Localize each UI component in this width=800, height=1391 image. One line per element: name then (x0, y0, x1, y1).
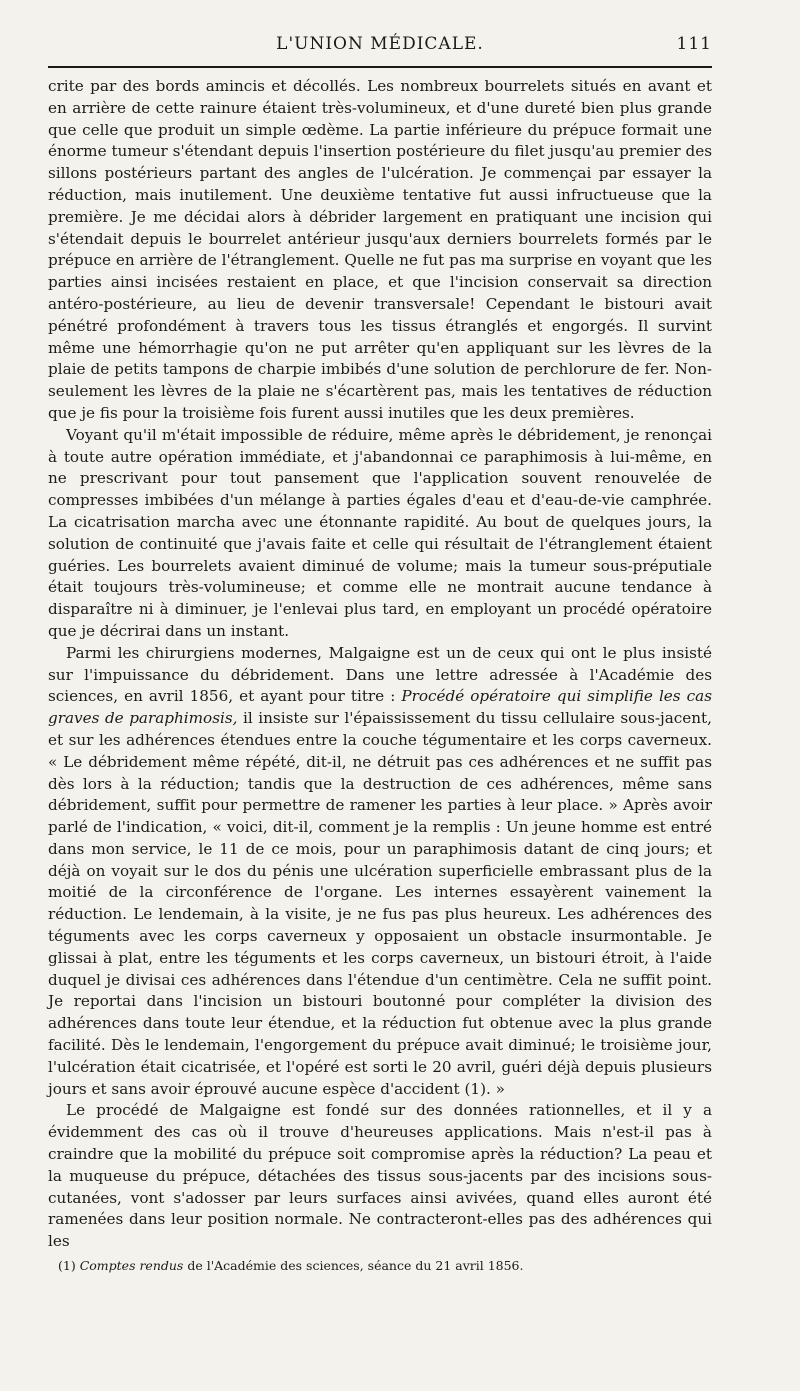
running-header (48, 30, 712, 60)
cited-title: Procédé opératoire qui simplifie les cas graves de paraphimosis, (48, 687, 712, 728)
footnote-marker: (1) (58, 1258, 76, 1274)
footnote (48, 1257, 712, 1274)
paragraph-3-before: Parmi les chirurgiens modernes, Malgaigne est un de ceux qui ont le plus insisté sur l'impuissance du débridement. Dans une lettre adressée à l'Académie des sciences, en avril 1856, et ayant pour titre : (48, 643, 712, 706)
page-number: 111 (676, 34, 712, 54)
paragraph-2: Voyant qu'il m'était impossible de réduire, même après le débridement, je renonçai à toute autre opération immédiate, et j'abandonnai ce paraphimosis à lui-même, en ne prescrivant pour tout pansement que l'application souvent renouvelée de compresses imbibées d'un mélange à parties égales d'eau et d'eau-de-vie camphrée. La cicatrisation marcha avec une étonnante rapidité. Au bout de quelques jours, la solution de continuité que j'avais faite et celle qui résultait de l'étranglement étaient guéries. Les bourrelets avaient diminué de volume; mais la tumeur sous-préputiale était toujours très-volumineuse; et comme elle ne montrait aucune tendance à disparaître ni à diminuer, je l'enlevai plus tard, en employant un procédé opératoire que je décrirai dans un instant. (48, 425, 712, 640)
footnote-source: Comptes rendus (79, 1258, 184, 1274)
paragraph-1: crite par des bords amincis et décollés. Les nombreux bourrelets situés en avant et en arrière de cette rainure étaient très-volumineux, et d'une dureté bien plus grande que celle que produit un simple œdème. La partie inférieure du prépuce formait une énorme tumeur s'étendant depuis l'insertion postérieure du filet jusqu'au premier des sillons postérieurs partant des angles de l'ulcération. Je commençai par essayer la réduction, mais inutilement. Une deuxième tentative fut aussi infructueuse que la première. Je me décidai alors à débrider largement en pratiquant une incision qui s'étendait depuis le bourrelet antérieur jusqu'aux derniers bourrelets formés par le prépuce en arrière de l'étranglement. Quelle ne fut pas ma surprise en voyant que les parties ainsi incisées restaient en place, et que l'incision conservait sa direction antéro-postérieure, au lieu de devenir transversale! Cependant le bistouri avait pénétré profondément à travers tous les tissus étranglés et engorgés. Il survint même une hémorrhagie qu'on ne put arrêter qu'en appliquant sur les lèvres de la plaie de petits tampons de charpie imbibés d'une solution de perchlorure de fer. Non-seulement les lèvres de la plaie ne s'écartèrent pas, mais les tentatives de réduction que je fis pour la troisième fois furent aussi inutiles que les deux premières. (48, 77, 712, 422)
body-text (48, 76, 712, 1253)
document-page (48, 30, 712, 1274)
paragraph-4: Le procédé de Malgaigne est fondé sur des données rationnelles, et il y a évidemment des cas où il trouve d'heureuses applications. Mais n'est-il pas à craindre que la mobilité du prépuce soit compromise après la réduction? La peau et la muqueuse du prépuce, détachées des tissus sous-jacents par des incisions sous-cutanées, vont s'adosser par leurs surfaces ainsi avivées, quand elles auront été ramenées dans leur position normale. Ne contracteront-elles pas des adhérences qui les (48, 1101, 712, 1251)
footnote-text: de l'Académie des sciences, séance du 21 avril 1856. (183, 1258, 524, 1274)
header-rule (48, 66, 712, 68)
paragraph-3-after: il insiste sur l'épaississement du tissu cellulaire sous-jacent, et sur les adhérences étendues entre la couche tégumentaire et les corps caverneux. « Le débridement même répété, dit-il, ne détruit pas ces adhérences et ne suffit pas dès lors à la réduction; tandis que la destruction de ces adhérences, même sans débridement, suffit pour permettre de ramener les parties à leur place. » Après avoir parlé de l'indication, « voici, dit-il, comment je la remplis : Un jeune homme est entré dans mon service, le 11 de ce mois, pour un paraphimosis datant de cinq jours; et déjà on voyait sur le dos du pénis une ulcération superficielle embrassant plus de la moitié de la circonférence de l'organe. Les internes essayèrent vainement la réduction. Le lendemain, à la visite, je ne fus pas plus heureux. Les adhérences des téguments avec les corps caverneux y opposaient un obstacle insurmontable. Je glissai à plat, entre les téguments et les corps caverneux, un bistouri étroit, à l'aide duquel je divisai ces adhérences dans l'étendue d'un centimètre. Cela ne suffit point. Je reportai dans l'incision un bistouri boutonné pour compléter la division des adhérences dans toute leur étendue, et la réduction fut obtenue avec la plus grande facilité. Dès le lendemain, l'engorgement du prépuce avait diminué; le troisième jour, l'ulcération était cicatrisée, et l'opéré est sorti le 20 avril, guéri déjà depuis plusieurs jours et sans avoir éprouvé aucune espèce d'accident (1). » (48, 709, 712, 1098)
paragraph-3 (48, 643, 712, 1101)
journal-title: L'UNION MÉDICALE. (276, 34, 484, 54)
